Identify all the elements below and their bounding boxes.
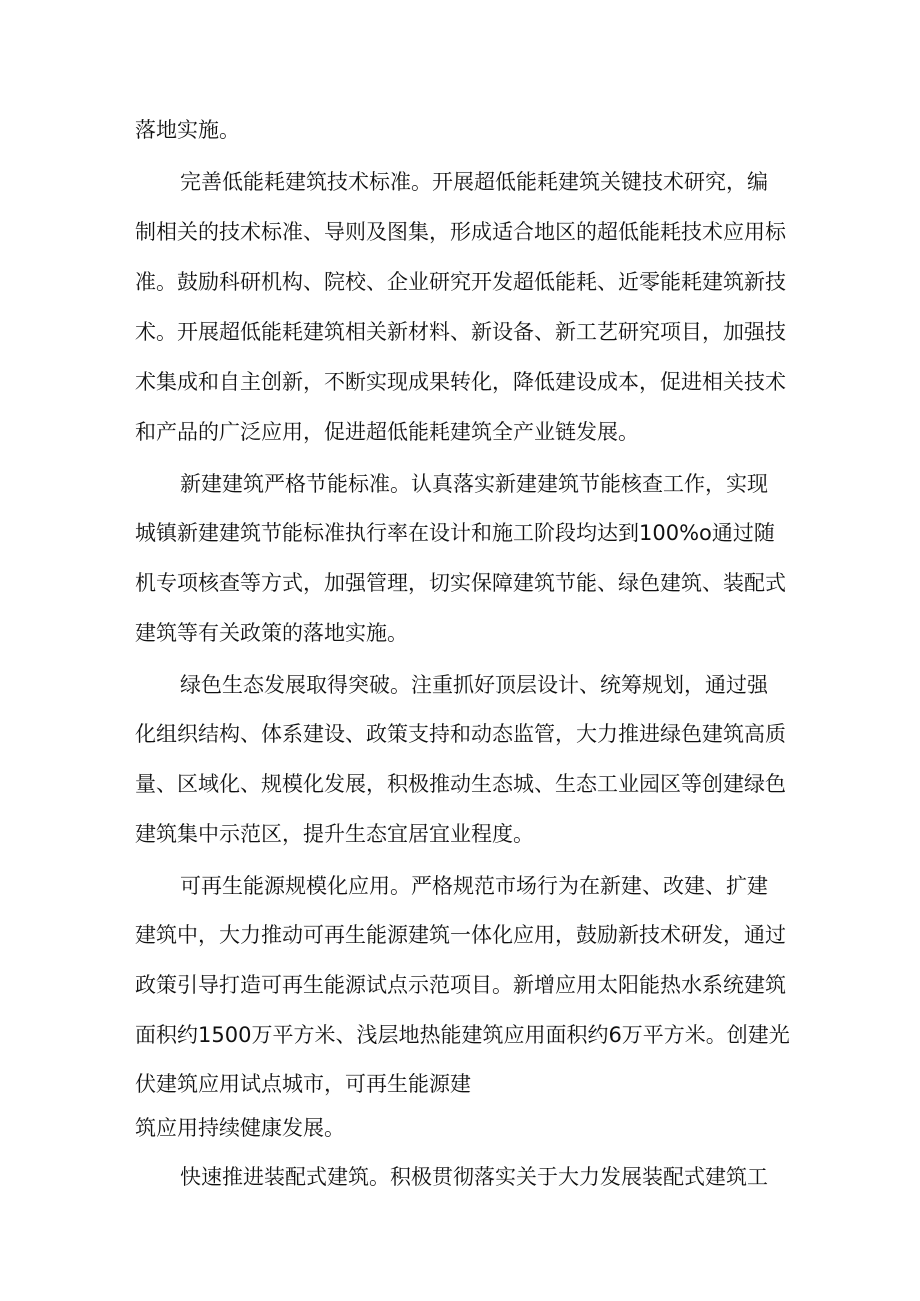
text-line: 和产品的广泛应用，促进超低能耗建筑全产业链发展。 <box>135 420 639 444</box>
paragraph-heading-line: 绿色生态发展取得突破。注重抓好顶层设计、统筹规划，通过强 <box>180 673 768 697</box>
text-line: 建筑等有关政策的落地实施。 <box>135 621 408 645</box>
paragraph-heading-line: 完善低能耗建筑技术标准。开展超低能耗建筑关键技术研究，编 <box>180 170 768 194</box>
text-line: 建筑中，大力推动可再生能源建筑一体化应用，鼓励新技术研发，通过 <box>135 923 786 947</box>
text-line: 城镇新建建筑节能标准执行率在设计和施工阶段均达到100%o通过随 <box>135 521 775 545</box>
text-line: 建筑集中示范区，提升生态宜居宜业程度。 <box>135 822 534 846</box>
paragraph-heading-line: 快速推进装配式建筑。积极贯彻落实关于大力发展装配式建筑工 <box>180 1165 768 1189</box>
text-line: 面积约1500万平方米、浅层地热能建筑应用面积约6万平方米。创建光 <box>135 1023 790 1047</box>
text-line: 术。开展超低能耗建筑相关新材料、新设备、新工艺研究项目，加强技 <box>135 320 786 344</box>
text-line: 术集成和自主创新，不断实现成果转化，降低建设成本，促进相关技术 <box>135 370 786 394</box>
paragraph-heading-line: 新建建筑严格节能标准。认真落实新建建筑节能核查工作，实现 <box>180 472 768 496</box>
text-line: 政策引导打造可再生能源试点示范项目。新增应用太阳能热水系统建筑 <box>135 973 786 997</box>
text-line: 机专项核查等方式，加强管理，切实保障建筑节能、绿色建筑、装配式 <box>135 571 786 595</box>
text-line: 量、区域化、规模化发展，积极推动生态城、生态工业园区等创建绿色 <box>135 772 786 796</box>
text-line: 准。鼓励科研机构、院校、企业研究开发超低能耗、近零能耗建筑新技 <box>135 270 786 294</box>
paragraph-heading-line: 可再生能源规模化应用。严格规范市场行为在新建、改建、扩建 <box>180 874 768 898</box>
text-line: 落地实施。 <box>135 118 240 142</box>
text-line: 伏建筑应用试点城市，可再生能源建 <box>135 1072 471 1096</box>
text-line: 化组织结构、体系建设、政策支持和动态监管，大力推进绿色建筑高质 <box>135 722 786 746</box>
text-line: 筑应用持续健康发展。 <box>135 1116 345 1140</box>
text-line: 制相关的技术标准、导则及图集，形成适合地区的超低能耗技术应用标 <box>135 220 786 244</box>
